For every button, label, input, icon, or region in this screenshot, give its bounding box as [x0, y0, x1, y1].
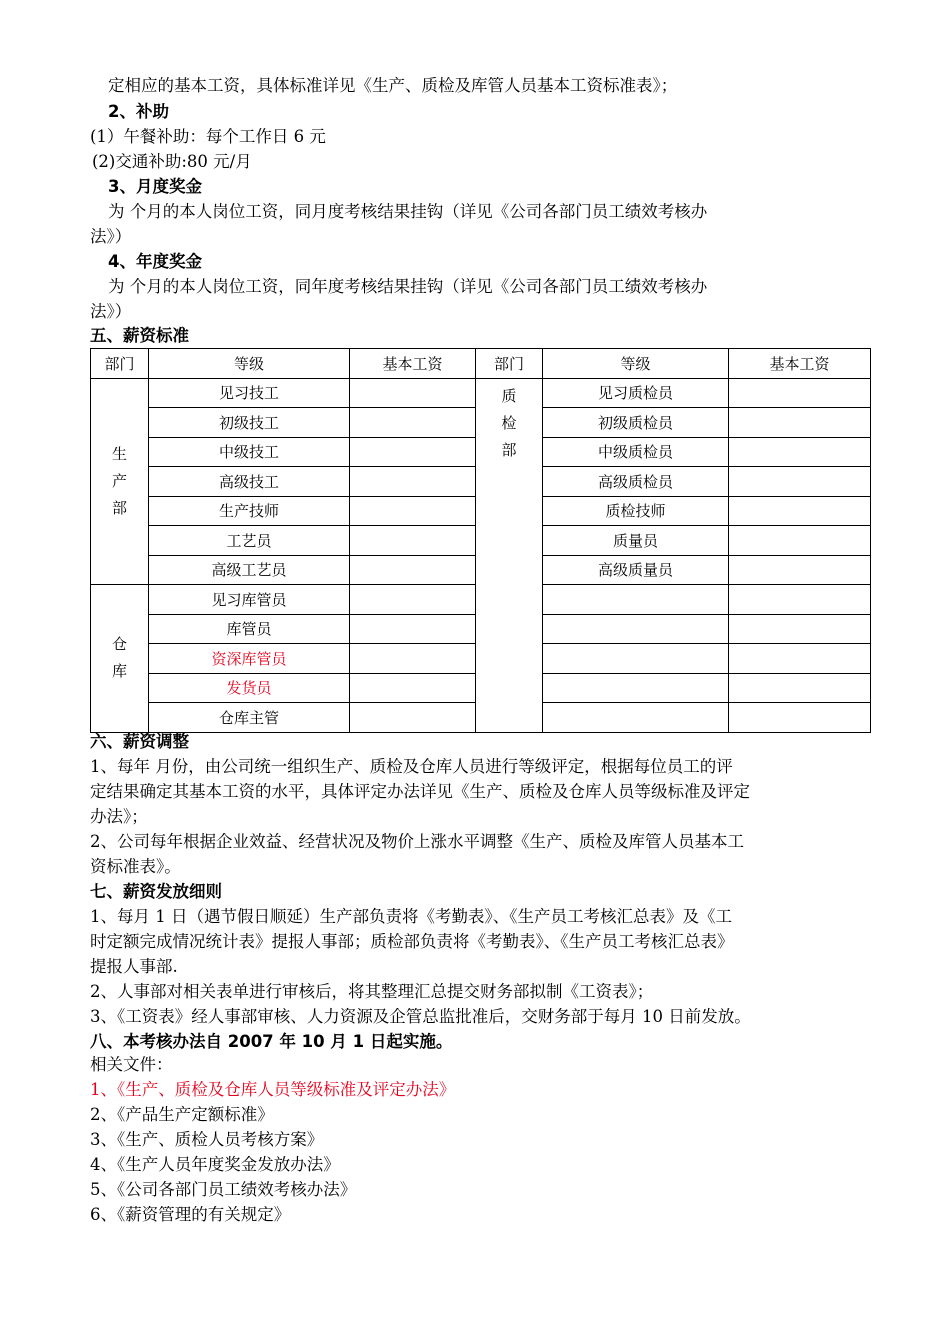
section5-heading: 五、薪资标准	[90, 326, 189, 345]
salary-cell	[350, 644, 476, 674]
section6-heading: 六、薪资调整	[90, 732, 189, 751]
section6-line: 资标准表》。	[90, 857, 181, 876]
level-cell: 发货员	[149, 673, 350, 703]
level-cell: 生产技师	[149, 496, 350, 526]
header-cell: 基本工资	[350, 349, 476, 379]
table-row	[91, 378, 871, 408]
level-cell	[543, 644, 729, 674]
section8-heading: 八、本考核办法自 2007 年 10 月 1 日起实施。	[90, 1032, 453, 1051]
table-header-row	[91, 349, 871, 379]
level-cell: 初级质检员	[543, 408, 729, 438]
dept-label: 仓库	[111, 635, 127, 681]
level-cell: 中级质检员	[543, 437, 729, 467]
header-cell: 部门	[91, 349, 149, 379]
salary-standard-table	[90, 348, 871, 733]
level-cell: 工艺员	[149, 526, 350, 556]
level-cell: 见习质检员	[543, 378, 729, 408]
header-cell: 部门	[476, 349, 543, 379]
related-item: 5、《公司各部门员工绩效考核办法》	[90, 1180, 357, 1199]
salary-cell	[729, 496, 871, 526]
level-cell: 初级技工	[149, 408, 350, 438]
salary-cell	[350, 703, 476, 733]
related-item: 3、《生产、质检人员考核方案》	[90, 1130, 324, 1149]
related-item: 2、《产品生产定额标准》	[90, 1105, 274, 1124]
level-cell: 高级技工	[149, 467, 350, 497]
level-cell: 仓库主管	[149, 703, 350, 733]
salary-cell	[350, 526, 476, 556]
level-cell: 质检技师	[543, 496, 729, 526]
level-cell	[543, 673, 729, 703]
section6-line: 定结果确定其基本工资的水平，具体评定办法详见《生产、质检及仓库人员等级标准及评定	[90, 782, 750, 801]
dept-label: 生产部	[111, 444, 127, 517]
section7-heading: 七、薪资发放细则	[90, 882, 222, 901]
salary-cell	[729, 703, 871, 733]
level-cell: 高级质量员	[543, 555, 729, 585]
intro-line: 定相应的基本工资，具体标准详见《生产、质检及库管人员基本工资标准表》；	[108, 76, 678, 95]
subsidy-item: (2)交通补助:80 元/月	[92, 152, 252, 171]
section7-line: 3、《工资表》经人事部审核、人力资源及企管总监批准后，交财务部于每月 10 日前发放。	[90, 1007, 751, 1026]
salary-cell	[729, 614, 871, 644]
section6-line: 2、公司每年根据企业效益、经营状况及物价上涨水平调整《生产、质检及库管人员基本工	[90, 832, 744, 851]
monthly-bonus-line: 法》）	[90, 227, 132, 246]
level-cell: 高级工艺员	[149, 555, 350, 585]
salary-cell	[729, 408, 871, 438]
monthly-bonus-heading: 3、月度奖金	[108, 177, 202, 196]
salary-cell	[729, 673, 871, 703]
section7-line: 2、人事部对相关表单进行审核后，将其整理汇总提交财务部拟制《工资表》；	[90, 982, 654, 1001]
dept-cell-qc	[476, 378, 543, 732]
monthly-bonus-line: 为 个月的本人岗位工资，同月度考核结果挂钩（详见《公司各部门员工绩效考核办	[108, 202, 708, 221]
annual-bonus-line: 为 个月的本人岗位工资，同年度考核结果挂钩（详见《公司各部门员工绩效考核办	[108, 277, 708, 296]
salary-cell	[350, 467, 476, 497]
level-cell	[543, 614, 729, 644]
section7-line: 提报人事部.	[90, 957, 178, 976]
related-item: 4、《生产人员年度奖金发放办法》	[90, 1155, 340, 1174]
section7-line: 1、每月 1 日（遇节假日顺延）生产部负责将《考勤表》、《生产员工考核汇总表》及《工	[90, 907, 732, 926]
salary-cell	[729, 467, 871, 497]
salary-cell	[350, 555, 476, 585]
subsidy-item: (1）午餐补助：每个工作日 6 元	[90, 127, 326, 146]
level-cell	[543, 703, 729, 733]
annual-bonus-line: 法》）	[90, 302, 132, 321]
salary-cell	[350, 673, 476, 703]
header-cell: 等级	[543, 349, 729, 379]
level-cell: 质量员	[543, 526, 729, 556]
salary-cell	[729, 378, 871, 408]
level-cell: 中级技工	[149, 437, 350, 467]
salary-cell	[729, 585, 871, 615]
dept-label: 质检部	[501, 386, 517, 459]
annual-bonus-heading: 4、年度奖金	[108, 252, 202, 271]
related-label: 相关文件：	[90, 1055, 173, 1074]
level-cell	[543, 585, 729, 615]
salary-cell	[729, 555, 871, 585]
level-cell: 见习技工	[149, 378, 350, 408]
level-cell: 高级质检员	[543, 467, 729, 497]
header-cell: 等级	[149, 349, 350, 379]
salary-cell	[729, 644, 871, 674]
salary-cell	[350, 378, 476, 408]
salary-cell	[729, 526, 871, 556]
section7-line: 时定额完成情况统计表》提报人事部；质检部负责将《考勤表》、《生产员工考核汇总表》	[90, 932, 734, 951]
dept-cell-production	[91, 378, 149, 585]
salary-cell	[350, 437, 476, 467]
salary-cell	[729, 437, 871, 467]
section6-line: 1、每年 月份，由公司统一组织生产、质检及仓库人员进行等级评定，根据每位员工的评	[90, 757, 733, 776]
dept-cell-warehouse	[91, 585, 149, 733]
related-item: 6、《薪资管理的有关规定》	[90, 1205, 291, 1224]
header-cell: 基本工资	[729, 349, 871, 379]
subsidy-heading: 2、补助	[108, 102, 169, 121]
level-cell: 资深库管员	[149, 644, 350, 674]
salary-cell	[350, 496, 476, 526]
level-cell: 见习库管员	[149, 585, 350, 615]
salary-cell	[350, 408, 476, 438]
salary-cell	[350, 585, 476, 615]
section6-line: 办法》；	[90, 807, 148, 826]
level-cell: 库管员	[149, 614, 350, 644]
salary-cell	[350, 614, 476, 644]
related-item: 1、《生产、质检及仓库人员等级标准及评定办法》	[90, 1080, 456, 1099]
